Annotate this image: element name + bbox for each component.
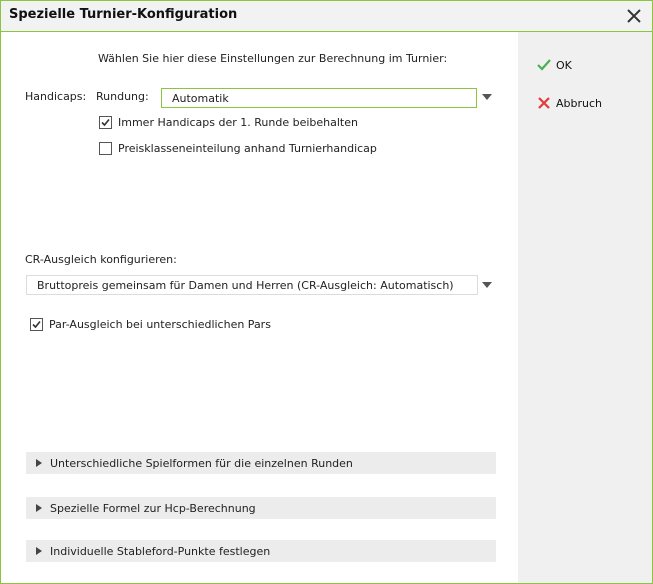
ok-label: OK (556, 58, 572, 72)
close-button[interactable] (624, 6, 644, 26)
section-stableford[interactable] (26, 540, 496, 562)
section-label: Individuelle Stableford-Punkte festlegen (50, 544, 271, 558)
keep-handicaps-label: Immer Handicaps der 1. Runde beibehalten (118, 116, 358, 129)
keep-handicaps-checkbox[interactable] (99, 116, 358, 129)
ok-button[interactable] (536, 55, 572, 75)
expand-triangle-icon (36, 504, 42, 512)
section-label: Unterschiedliche Spielformen für die einzelnen Runden (50, 456, 353, 470)
cross-icon (536, 95, 552, 111)
expand-triangle-icon (36, 459, 42, 467)
checkbox-box (99, 116, 112, 129)
checkbox-box (30, 318, 43, 331)
par-label: Par-Ausgleich bei unterschiedlichen Pars (49, 318, 271, 331)
chevron-down-icon (482, 94, 492, 100)
close-icon (624, 6, 644, 26)
checkmark-icon (31, 319, 42, 330)
checkmark-icon (100, 117, 111, 128)
section-label: Spezielle Formel zur Hcp-Berechnung (50, 501, 256, 515)
expand-triangle-icon (36, 547, 42, 555)
cr-dropdown[interactable] (26, 275, 478, 295)
cancel-label: Abbruch (556, 96, 603, 110)
price-class-label: Preisklasseneinteilung anhand Turnierhandicap (118, 142, 377, 155)
handicaps-label: Handicaps: (25, 90, 87, 103)
intro-text: Wählen Sie hier diese Einstellungen zur Berechnung im Turnier: (98, 52, 448, 65)
par-checkbox[interactable] (30, 318, 271, 331)
cancel-button[interactable] (536, 93, 602, 113)
cr-label: CR-Ausgleich konfigurieren: (25, 253, 177, 266)
button-panel (518, 32, 652, 583)
dialog-title: Spezielle Turnier-Konfiguration (9, 7, 238, 22)
cr-dropdown-button[interactable] (477, 276, 497, 294)
checkmark-icon (536, 57, 552, 73)
title-bar (1, 1, 652, 32)
price-class-checkbox[interactable] (99, 142, 377, 155)
cr-value: Bruttopreis gemeinsam für Damen und Herren (CR-Ausgleich: Automatisch) (37, 278, 454, 292)
section-hcp-formel[interactable] (26, 497, 496, 519)
chevron-down-icon (482, 282, 492, 288)
section-spielformen[interactable] (26, 452, 496, 474)
checkbox-box (99, 142, 112, 155)
rounding-value: Automatik (172, 91, 229, 105)
rounding-dropdown[interactable] (161, 88, 477, 108)
rounding-dropdown-button[interactable] (477, 88, 497, 106)
rounding-label: Rundung: (96, 90, 149, 103)
